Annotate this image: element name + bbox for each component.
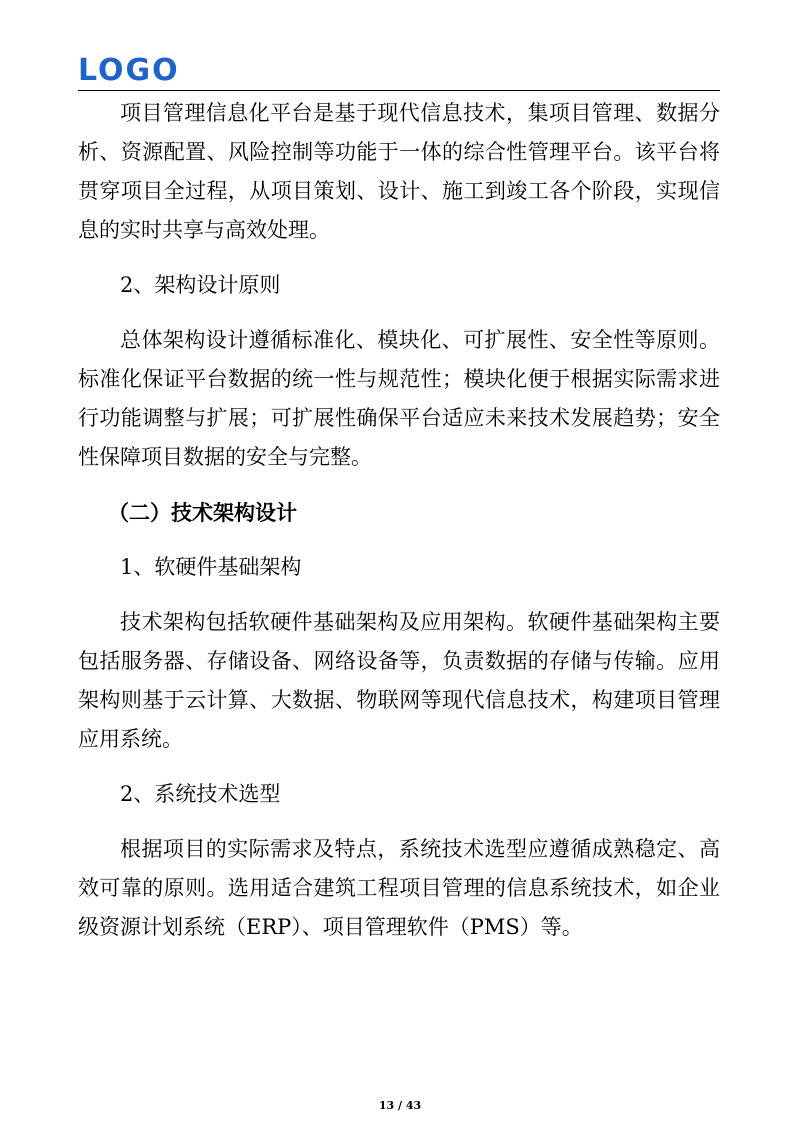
heading-technology-selection: 2、系统技术选型 [120, 782, 281, 806]
spacer [78, 532, 720, 548]
spacer [78, 250, 720, 266]
document-body [78, 94, 720, 947]
heading-technical-architecture: （二）技术架构设计 [108, 500, 297, 525]
paragraph-hardware-software: 技术架构包括软硬件基础架构及应用架构。软硬件基础架构主要包括服务器、存储设备、网络设备等，负责数据的存储与传输。应用架构则基于云计算、大数据、物联网等现代信息技术，构建项目管理应用系统。 [78, 610, 720, 751]
spacer [78, 759, 720, 775]
paragraph-platform-intro: 项目管理信息化平台是基于现代信息技术，集项目管理、数据分析、资源配置、风险控制等功能于一体的综合性管理平台。该平台将贯穿项目全过程，从项目策划、设计、施工到竣工各个阶段，实现信息的实时共享与高效处理。 [78, 101, 720, 242]
spacer [78, 305, 720, 321]
page-header [78, 53, 720, 91]
spacer [78, 814, 720, 830]
heading-architecture-principles: 2、架构设计原则 [120, 273, 281, 297]
paragraph-technology-selection: 根据项目的实际需求及特点，系统技术选型应遵循成熟稳定、高效可靠的原则。选用适合建筑工程项目管理的信息系统技术，如企业级资源计划系统（ERP）、项目管理软件（PMS）等。 [78, 837, 720, 939]
paragraph-architecture-principles: 总体架构设计遵循标准化、模块化、可扩展性、安全性等原则。标准化保证平台数据的统一性与规范性；模块化便于根据实际需求进行功能调整与扩展；可扩展性确保平台适应未来技术发展趋势；安全性保障项目数据的安全与完整。 [78, 328, 720, 469]
logo: LOGO [78, 53, 180, 88]
page-number: 13 / 43 [378, 1099, 422, 1112]
heading-hardware-software: 1、软硬件基础架构 [120, 555, 302, 579]
spacer [78, 587, 720, 603]
spacer [78, 477, 720, 493]
